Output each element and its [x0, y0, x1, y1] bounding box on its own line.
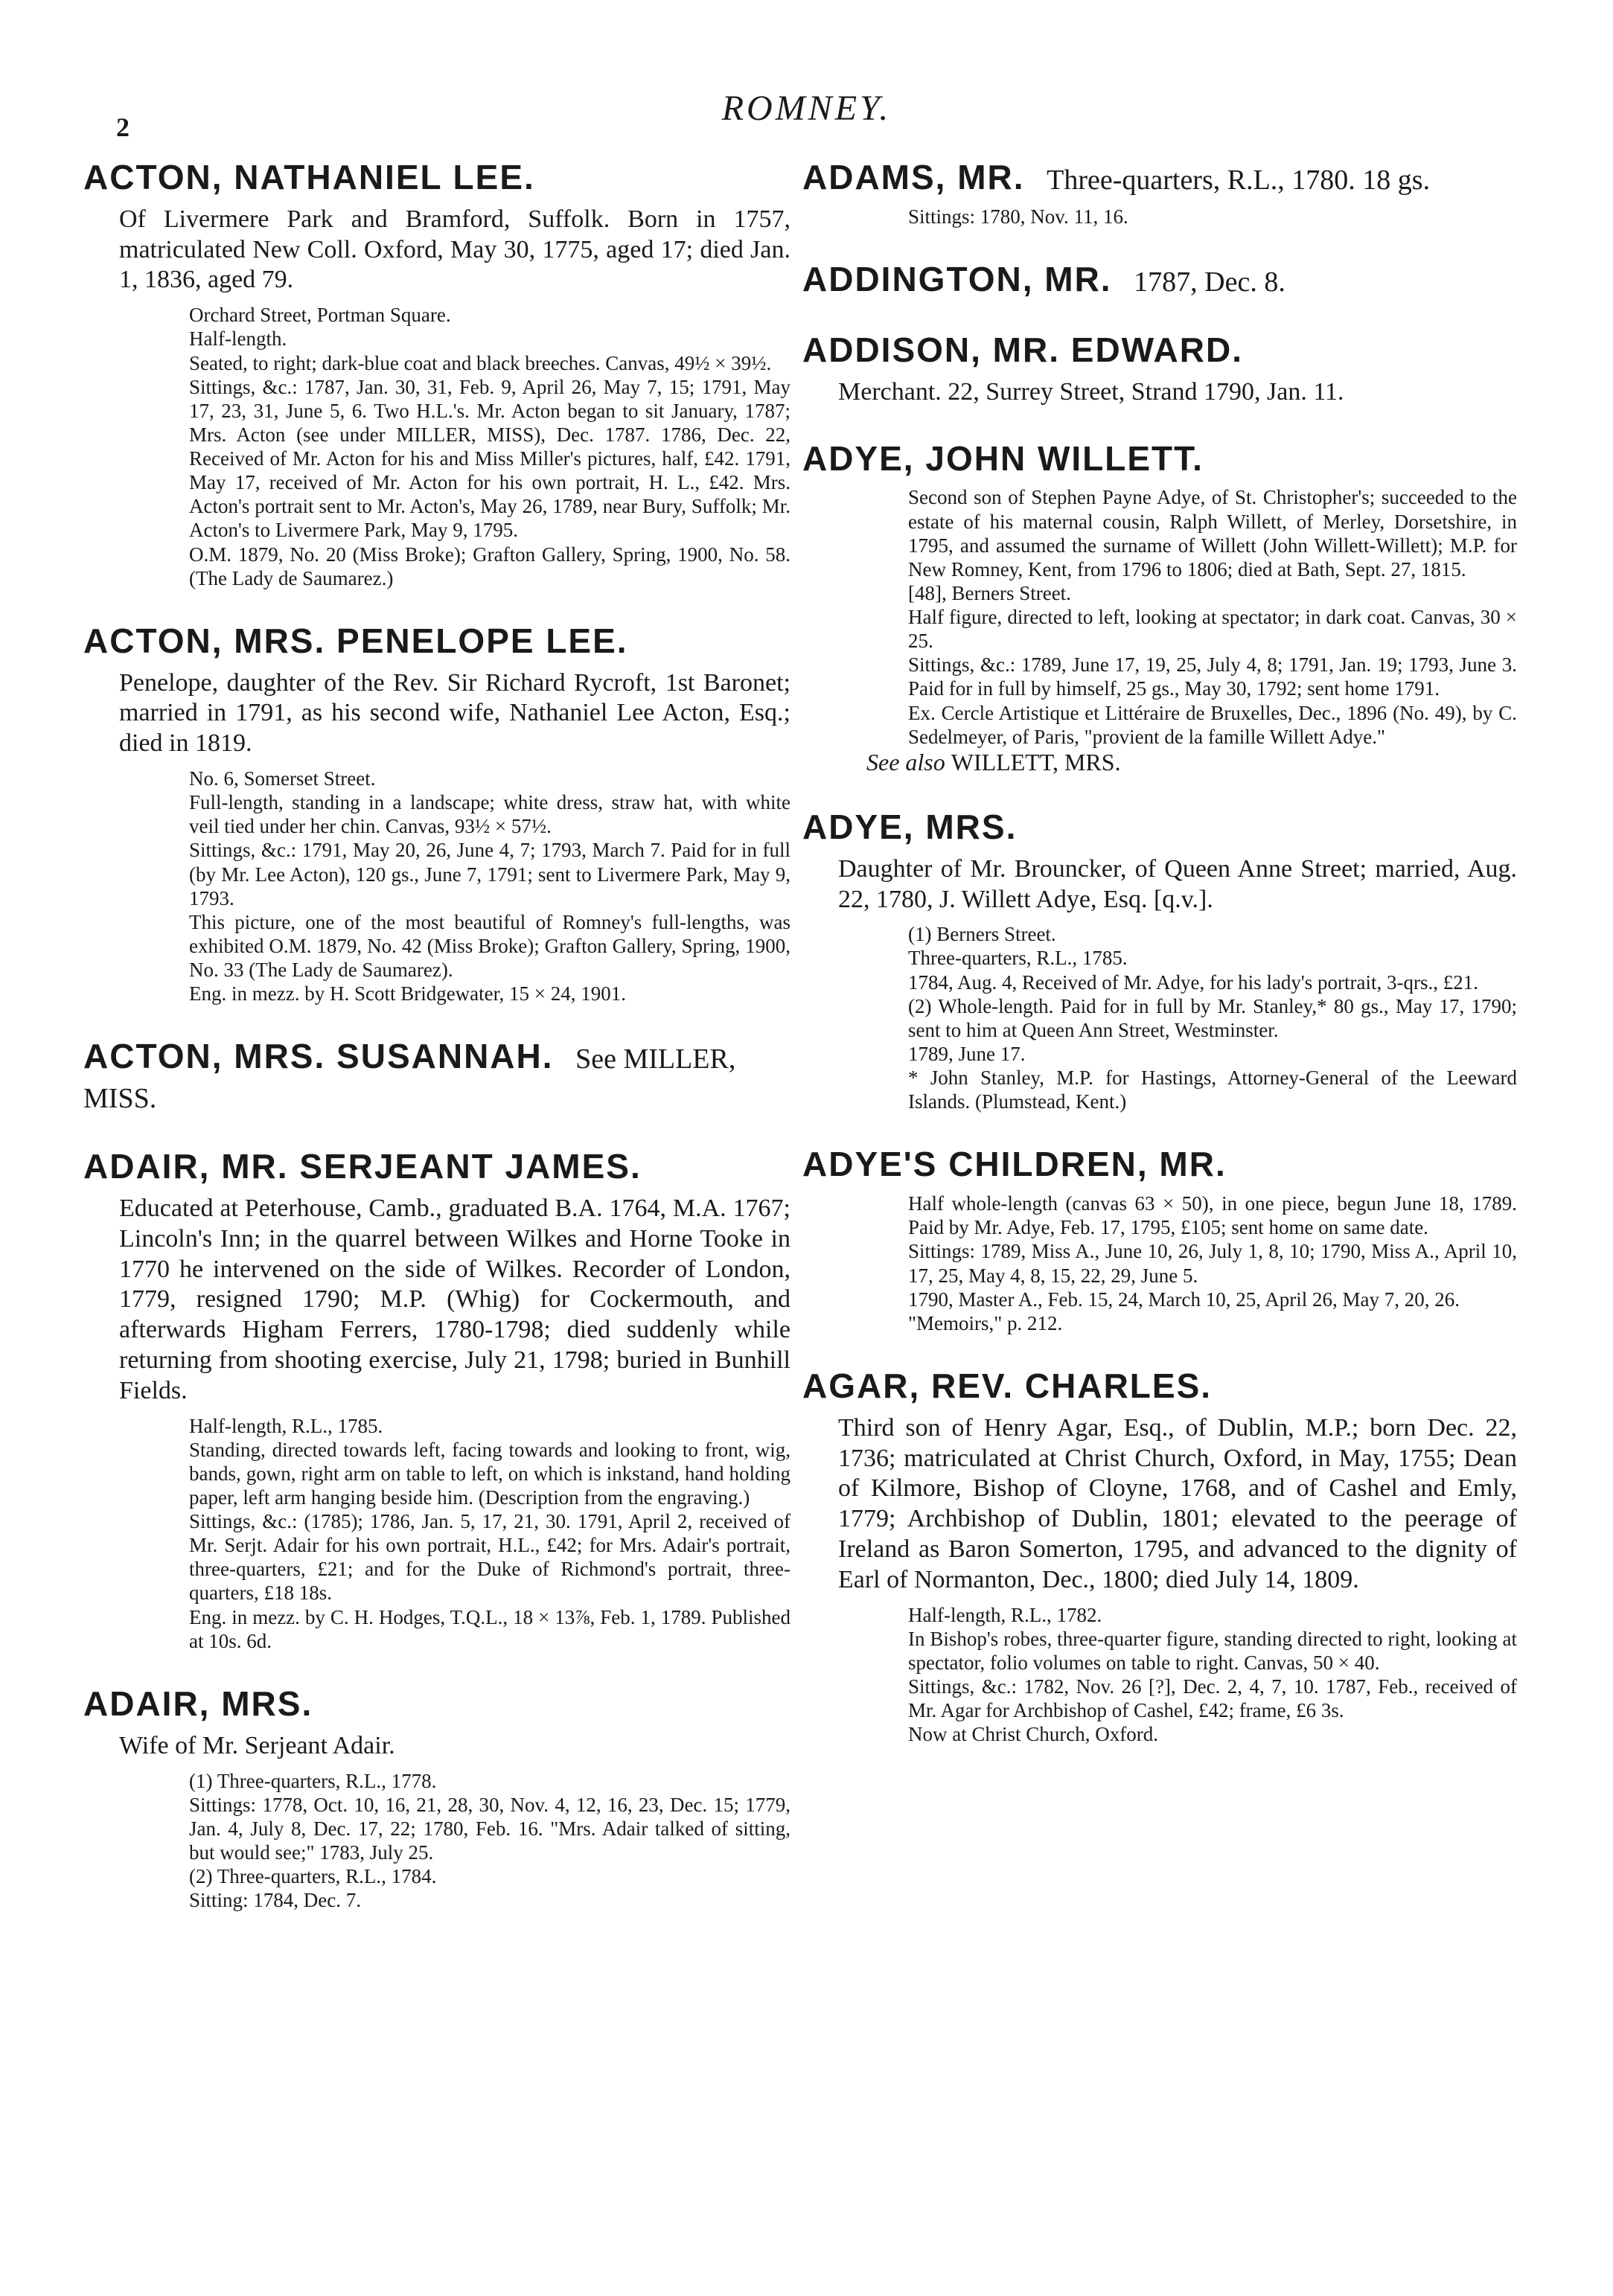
running-head: ROMNEY.: [721, 89, 892, 128]
detail-line: Half whole-length (canvas 63 × 50), in one piece, begun June 18, 1789. Paid by Mr. Adye, Feb. 17, 1795, £105; sent home on same date.: [908, 1192, 1517, 1239]
detail-line: Second son of Stephen Payne Adye, of St. Christopher's; succeeded to the estate of his maternal cousin, Ralph Willett, of Merley, Dorsetshire, in 1795, and assumed the surname of Willett (John Willett-Willett); M.P. for New Romney, Kent, from 1796 to 1806; died at Bath, Sept. 27, 1815.: [908, 486, 1517, 581]
entry-heading: [83, 1037, 790, 1116]
detail-line: Sittings, &c.: (1785); 1786, Jan. 5, 17, 21, 30. 1791, April 2, received of Mr. Serjt. Adair for his own portrait, H.L., £42; for Mrs. Adair's portrait, three-quarters, £21; and for the Duke of Richmond's portrait, three-quarters, £18 18s.: [189, 1510, 790, 1605]
entry-biography: Penelope, daughter of the Rev. Sir Richard Rycroft, 1st Baronet; married in 1791, as his second wife, Nathaniel Lee Acton, Esq.; died in 1819.: [119, 668, 790, 758]
entry-heading-text: ADYE, MRS.: [802, 807, 1018, 846]
catalogue-entry: [83, 621, 790, 1006]
entry-biography: Educated at Peterhouse, Camb., graduated B.A. 1764, M.A. 1767; Lincoln's Inn; in the quarrel between Wilkes and Horne Tooke in 1770 he intervened on the side of Wilkes. Recorder of London, 1779, resigned 1790; M.P. (Whig) for Cockermouth, and afterwards Higham Ferrers, 1780-1798; died suddenly while returning from shooting exercise, July 21, 1798; buried in Bunhill Fields.: [119, 1194, 790, 1404]
see-also-target: WILLETT, MRS.: [951, 748, 1121, 776]
entry-details: [908, 485, 1517, 748]
entry-heading: [83, 1684, 790, 1724]
detail-line: Full-length, standing in a landscape; white dress, straw hat, with white veil tied under her chin. Canvas, 93½ × 57½.: [189, 791, 790, 838]
entry-details: [908, 922, 1517, 1113]
catalogue-entry: [83, 1684, 790, 1912]
entry-heading-text: ADAIR, MRS.: [83, 1683, 313, 1723]
entry-biography: Merchant. 22, Surrey Street, Strand 1790, Jan. 11.: [838, 377, 1344, 406]
detail-line: 1789, June 17.: [908, 1042, 1026, 1065]
entry-heading-text: ADAMS, MR.: [802, 158, 1025, 196]
detail-line: 1790, Master A., Feb. 15, 24, March 10, 25, April 26, May 7, 20, 26.: [908, 1288, 1460, 1311]
catalogue-entry: [802, 439, 1517, 776]
detail-line: Sitting: 1784, Dec. 7.: [189, 1889, 361, 1912]
detail-line: Standing, directed towards left, facing towards and looking to front, wig, bands, gown, right arm on table to left, on which is inkstand, hand holding paper, left arm hanging beside him. (Description from the engraving.): [189, 1438, 790, 1509]
entry-details: [908, 1603, 1517, 1747]
entry-heading-text: ADYE, JOHN WILLETT.: [802, 438, 1204, 478]
detail-line: Now at Christ Church, Oxford.: [908, 1723, 1158, 1746]
entry-heading-text: ACTON, MRS. PENELOPE LEE.: [83, 621, 628, 660]
detail-line: Sittings: 1780, Nov. 11, 16.: [908, 205, 1128, 228]
entry-biography: Of Livermere Park and Bramford, Suffolk. Born in 1757, matriculated New Coll. Oxford, May 30, 1775, aged 17; died Jan. 1, 1836, aged 79.: [119, 205, 790, 294]
catalogue-entry: [802, 260, 1517, 299]
detail-line: (1) Three-quarters, R.L., 1778.: [189, 1769, 437, 1792]
detail-line: Ex. Cercle Artistique et Littéraire de Bruxelles, Dec., 1896 (No. 49), by C. Sedelmeyer, of Paris, "provient de la famille Willett Adye.": [908, 701, 1517, 748]
detail-line: Sittings, &c.: 1789, June 17, 19, 25, July 4, 8; 1791, Jan. 19; 1793, June 3. Paid for in full by himself, 25 gs., May 30, 1792; sent home 1791.: [908, 653, 1517, 700]
entry-heading-text: ADDINGTON, MR.: [802, 260, 1112, 299]
entry-heading: [802, 1145, 1517, 1184]
right-column: [802, 158, 1517, 1777]
entry-details: [189, 767, 790, 1005]
entry-heading-text: ACTON, MRS. SUSANNAH.: [83, 1037, 554, 1076]
detail-line: Half-length, R.L., 1785.: [189, 1414, 383, 1437]
detail-line: Seated, to right; dark-blue coat and black breeches. Canvas, 49½ × 39½.: [189, 351, 772, 374]
detail-line: Sittings, &c.: 1782, Nov. 26 [?], Dec. 2, 4, 7, 10. 1787, Feb., received of Mr. Agar for Archbishop of Cashel, £42; frame, £6 3s.: [908, 1675, 1517, 1722]
detail-line: Orchard Street, Portman Square.: [189, 304, 451, 327]
entry-details: [189, 1414, 790, 1653]
detail-line: In Bishop's robes, three-quarter figure, standing directed to right, looking at spectator, folio volumes on table to right. Canvas, 50 × 40.: [908, 1627, 1517, 1674]
entry-details: [908, 205, 1517, 228]
catalogue-entry: [802, 808, 1517, 1113]
detail-line: Sittings, &c.: 1791, May 20, 26, June 4, 7; 1793, March 7. Paid for in full (by Mr. Lee Acton), 120 gs., June 7, 1791; sent to Livermere Park, May 9, 1793.: [189, 839, 790, 909]
detail-line: Sittings: 1778, Oct. 10, 16, 21, 28, 30, Nov. 4, 12, 16, 23, Dec. 15; 1779, Jan. 4, July 8, Dec. 17, 22; 1780, Feb. 16. "Mrs. Adair talked of sitting, but would see;" 1783, July 25.: [189, 1793, 790, 1864]
left-column: [83, 158, 790, 1943]
detail-line: This picture, one of the most beautiful of Romney's full-lengths, was exhibited O.M. 1879, No. 42 (Miss Broke); Grafton Gallery, Spring, 1900, No. 33 (The Lady de Saumarez).: [189, 910, 790, 982]
catalogue-entry: [83, 1037, 790, 1116]
detail-line: Eng. in mezz. by H. Scott Bridgewater, 15 × 24, 1901.: [189, 982, 627, 1005]
entry-heading: [802, 330, 1517, 370]
entry-heading: [83, 158, 790, 197]
entry-heading: [802, 1366, 1517, 1406]
catalogue-entry: [802, 330, 1517, 408]
detail-line: * John Stanley, M.P. for Hastings, Attorney-General of the Leeward Islands. (Plumstead, Kent.): [908, 1067, 1517, 1113]
entry-heading-text: ADAIR, MR. SERJEANT JAMES.: [83, 1147, 642, 1186]
detail-line: Eng. in mezz. by C. H. Hodges, T.Q.L., 18 × 13⅞, Feb. 1, 1789. Published at 10s. 6d.: [189, 1605, 790, 1652]
entry-heading: [802, 439, 1517, 479]
page-number: 2: [116, 112, 130, 142]
detail-line: (1) Berners Street.: [908, 923, 1056, 946]
entry-heading-text: ADYE'S CHILDREN, MR.: [802, 1145, 1227, 1184]
entry-details: [908, 1192, 1517, 1335]
detail-line: Half-length, R.L., 1782.: [908, 1603, 1102, 1626]
entry-inline-text: Three-quarters, R.L., 1780. 18 gs.: [1047, 164, 1431, 196]
entry-heading-text: ACTON, NATHANIEL LEE.: [83, 158, 535, 196]
catalogue-entry: [802, 158, 1517, 228]
detail-line: (2) Whole-length. Paid for in full by Mr. Stanley,* 80 gs., May 17, 1790; sent to him at Queen Ann Street, Westminster.: [908, 994, 1517, 1041]
entry-heading: [802, 158, 1517, 197]
detail-line: Sittings, &c.: 1787, Jan. 30, 31, Feb. 9, April 26, May 7, 15; 1791, May 17, 23, 31, June 5, 6. Two H.L.'s. Mr. Acton began to sit January, 1787; Mrs. Acton (see under MILLER, MISS), Dec. 1787. 1786, Dec. 22, Received of Mr. Acton for his and Miss Miller's pictures, half, £42. 1791, May 17, received of Mr. Acton for his own portrait, H. L., £42. Mrs. Acton's portrait sent to Mr. Acton's, May 26, 1789, near Bury, Suffolk; Mr. Acton's to Livermere Park, May 9, 1795.: [189, 375, 790, 542]
catalogue-entry: [83, 1147, 790, 1653]
entry-see-reference: See MILLER, MISS.: [83, 1043, 736, 1115]
detail-line: Three-quarters, R.L., 1785.: [908, 947, 1128, 970]
entry-details: [189, 1769, 790, 1913]
see-also-reference: [866, 749, 1517, 776]
catalogue-entry: [83, 158, 790, 590]
detail-line: Half figure, directed to left, looking at spectator; in dark coat. Canvas, 30 × 25.: [908, 606, 1517, 653]
entry-heading: [802, 260, 1517, 299]
detail-line: No. 6, Somerset Street.: [189, 767, 376, 790]
detail-line: (2) Three-quarters, R.L., 1784.: [189, 1865, 437, 1887]
detail-line: [48], Berners Street.: [908, 581, 1071, 604]
entry-biography: Third son of Henry Agar, Esq., of Dublin, M.P.; born Dec. 22, 1736; matriculated at Christ Church, Oxford, in May, 1755; Dean of Kilmore, Bishop of Cloyne, 1768, and of Cashel and Emly, 1779; Archbishop of Dublin, 1801; elevated to the peerage of Ireland as Baron Somerton, 1795, and advanced to the dignity of Earl of Normanton, Dec., 1800; died July 14, 1809.: [838, 1413, 1517, 1593]
entry-details: [189, 303, 790, 590]
entry-heading: [83, 1147, 790, 1186]
detail-line: 1784, Aug. 4, Received of Mr. Adye, for his lady's portrait, 3-qrs., £21.: [908, 970, 1479, 994]
catalogue-entry: [802, 1366, 1517, 1746]
entry-heading: [802, 808, 1517, 847]
see-also-label: See also: [866, 748, 945, 776]
entry-biography: Wife of Mr. Serjeant Adair.: [119, 1731, 395, 1759]
entry-biography: Daughter of Mr. Brouncker, of Queen Anne Street; married, Aug. 22, 1780, J. Willett Adye, Esq. [q.v.].: [838, 854, 1517, 913]
entry-heading-text: AGAR, REV. CHARLES.: [802, 1366, 1213, 1405]
catalogue-entry: [802, 1145, 1517, 1335]
detail-line: Sittings: 1789, Miss A., June 10, 26, July 1, 8, 10; 1790, Miss A., April 10, 17, 25, May 4, 8, 15, 22, 29, June 5.: [908, 1240, 1517, 1287]
detail-line: Half-length.: [189, 327, 287, 351]
detail-line: "Memoirs," p. 212.: [908, 1311, 1063, 1334]
detail-line: O.M. 1879, No. 20 (Miss Broke); Grafton Gallery, Spring, 1900, No. 58. (The Lady de Saumarez.): [189, 543, 790, 589]
entry-heading-text: ADDISON, MR. EDWARD.: [802, 330, 1243, 369]
entry-inline-text: 1787, Dec. 8.: [1134, 266, 1285, 298]
entry-heading: [83, 621, 790, 661]
